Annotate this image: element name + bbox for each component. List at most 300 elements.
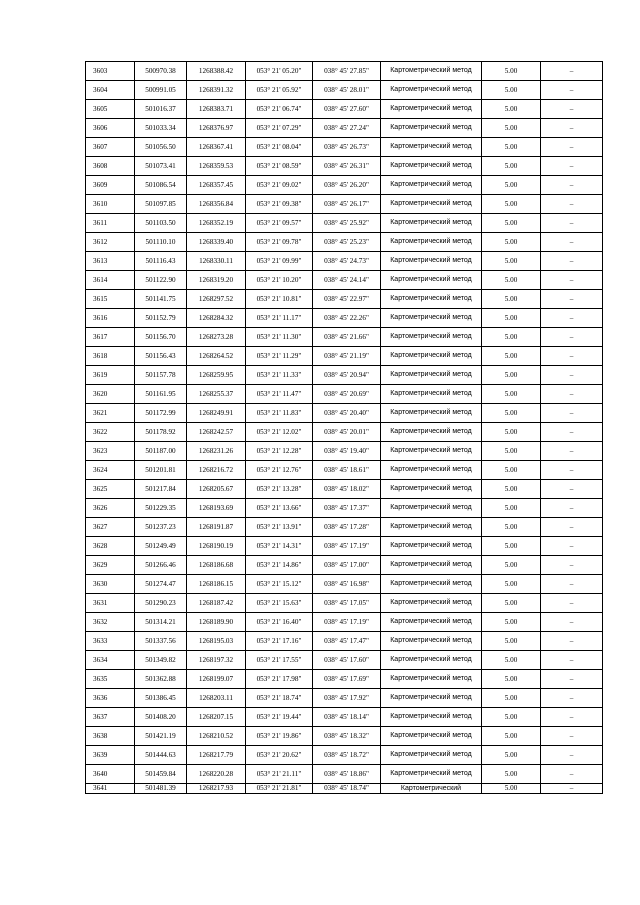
table-row: [86, 385, 603, 404]
table-row: [86, 157, 603, 176]
table-row: [86, 347, 603, 366]
latitude-cell: 053° 21' 18.74": [246, 689, 313, 708]
coordinate-y-cell: 1268359.53: [187, 157, 246, 176]
coordinate-x-cell: 501161.95: [135, 385, 187, 404]
point-number-cell: 3620: [86, 385, 135, 404]
longitude-cell: 038° 45' 18.14": [313, 708, 381, 727]
coordinate-x-cell: 501156.43: [135, 347, 187, 366]
table-row: [86, 461, 603, 480]
method-cell: Картометрический метод: [381, 366, 482, 385]
method-cell: Картометрический метод: [381, 328, 482, 347]
latitude-cell: 053° 21' 14.86": [246, 556, 313, 575]
latitude-cell: 053° 21' 08.59": [246, 157, 313, 176]
latitude-cell: 053° 21' 12.02": [246, 423, 313, 442]
note-cell: –: [541, 347, 603, 366]
longitude-cell: 038° 45' 22.26": [313, 309, 381, 328]
note-cell: –: [541, 309, 603, 328]
table-row: [86, 518, 603, 537]
table-row: [86, 727, 603, 746]
coordinate-y-cell: 1268339.40: [187, 233, 246, 252]
coordinate-y-cell: 1268284.32: [187, 309, 246, 328]
longitude-cell: 038° 45' 20.01": [313, 423, 381, 442]
accuracy-cell: 5.00: [482, 575, 541, 594]
coordinate-y-cell: 1268187.42: [187, 594, 246, 613]
accuracy-cell: 5.00: [482, 119, 541, 138]
table-row: [86, 594, 603, 613]
method-cell: Картометрический метод: [381, 613, 482, 632]
latitude-cell: 053° 21' 11.47": [246, 385, 313, 404]
accuracy-cell: 5.00: [482, 784, 541, 794]
accuracy-cell: 5.00: [482, 765, 541, 784]
longitude-cell: 038° 45' 18.86": [313, 765, 381, 784]
coordinate-y-cell: 1268203.11: [187, 689, 246, 708]
coordinate-x-cell: 501229.35: [135, 499, 187, 518]
latitude-cell: 053° 21' 11.30": [246, 328, 313, 347]
note-cell: –: [541, 632, 603, 651]
table-row: [86, 214, 603, 233]
method-cell: Картометрический метод: [381, 518, 482, 537]
point-number-cell: 3603: [86, 62, 135, 81]
longitude-cell: 038° 45' 26.20": [313, 176, 381, 195]
longitude-cell: 038° 45' 27.85": [313, 62, 381, 81]
longitude-cell: 038° 45' 25.92": [313, 214, 381, 233]
accuracy-cell: 5.00: [482, 632, 541, 651]
accuracy-cell: 5.00: [482, 518, 541, 537]
latitude-cell: 053° 21' 10.20": [246, 271, 313, 290]
latitude-cell: 053° 21' 10.81": [246, 290, 313, 309]
method-cell: Картометрический метод: [381, 271, 482, 290]
method-cell: Картометрический метод: [381, 81, 482, 100]
latitude-cell: 053° 21' 19.86": [246, 727, 313, 746]
accuracy-cell: 5.00: [482, 670, 541, 689]
table-row: [86, 499, 603, 518]
note-cell: –: [541, 233, 603, 252]
method-cell: Картометрический метод: [381, 499, 482, 518]
coordinate-x-cell: 501217.84: [135, 480, 187, 499]
longitude-cell: 038° 45' 27.60": [313, 100, 381, 119]
point-number-cell: 3613: [86, 252, 135, 271]
method-cell: Картометрический метод: [381, 575, 482, 594]
latitude-cell: 053° 21' 09.57": [246, 214, 313, 233]
latitude-cell: 053° 21' 07.29": [246, 119, 313, 138]
coordinate-y-cell: 1268189.90: [187, 613, 246, 632]
latitude-cell: 053° 21' 09.38": [246, 195, 313, 214]
accuracy-cell: 5.00: [482, 461, 541, 480]
point-number-cell: 3639: [86, 746, 135, 765]
note-cell: –: [541, 594, 603, 613]
note-cell: –: [541, 556, 603, 575]
accuracy-cell: 5.00: [482, 442, 541, 461]
note-cell: –: [541, 214, 603, 233]
note-cell: –: [541, 271, 603, 290]
longitude-cell: 038° 45' 18.61": [313, 461, 381, 480]
longitude-cell: 038° 45' 18.72": [313, 746, 381, 765]
longitude-cell: 038° 45' 24.14": [313, 271, 381, 290]
latitude-cell: 053° 21' 21.81": [246, 784, 313, 794]
coordinate-x-cell: 501274.47: [135, 575, 187, 594]
coordinate-x-cell: 501157.78: [135, 366, 187, 385]
table-row: [86, 575, 603, 594]
method-cell: Картометрический метод: [381, 252, 482, 271]
latitude-cell: 053° 21' 11.83": [246, 404, 313, 423]
longitude-cell: 038° 45' 17.37": [313, 499, 381, 518]
accuracy-cell: 5.00: [482, 81, 541, 100]
coordinate-y-cell: 1268186.15: [187, 575, 246, 594]
point-number-cell: 3640: [86, 765, 135, 784]
table-row: [86, 556, 603, 575]
point-number-cell: 3632: [86, 613, 135, 632]
note-cell: –: [541, 708, 603, 727]
method-cell: Картометрический метод: [381, 62, 482, 81]
method-cell: Картометрический метод: [381, 461, 482, 480]
longitude-cell: 038° 45' 18.32": [313, 727, 381, 746]
note-cell: –: [541, 81, 603, 100]
coordinate-x-cell: 501097.85: [135, 195, 187, 214]
coordinate-y-cell: 1268231.26: [187, 442, 246, 461]
longitude-cell: 038° 45' 17.05": [313, 594, 381, 613]
coordinate-y-cell: 1268197.32: [187, 651, 246, 670]
accuracy-cell: 5.00: [482, 404, 541, 423]
accuracy-cell: 5.00: [482, 271, 541, 290]
coordinate-y-cell: 1268210.52: [187, 727, 246, 746]
coordinate-y-cell: 1268190.19: [187, 537, 246, 556]
latitude-cell: 053° 21' 15.12": [246, 575, 313, 594]
point-number-cell: 3618: [86, 347, 135, 366]
accuracy-cell: 5.00: [482, 328, 541, 347]
method-cell: Картометрический метод: [381, 537, 482, 556]
accuracy-cell: 5.00: [482, 537, 541, 556]
point-number-cell: 3612: [86, 233, 135, 252]
coordinate-x-cell: 501172.99: [135, 404, 187, 423]
coordinate-x-cell: 501249.49: [135, 537, 187, 556]
coordinate-y-cell: 1268367.41: [187, 138, 246, 157]
point-number-cell: 3614: [86, 271, 135, 290]
note-cell: –: [541, 290, 603, 309]
table-row: [86, 746, 603, 765]
method-cell: Картометрический метод: [381, 309, 482, 328]
latitude-cell: 053° 21' 13.91": [246, 518, 313, 537]
note-cell: –: [541, 176, 603, 195]
note-cell: –: [541, 499, 603, 518]
point-number-cell: 3629: [86, 556, 135, 575]
point-number-cell: 3611: [86, 214, 135, 233]
longitude-cell: 038° 45' 17.28": [313, 518, 381, 537]
accuracy-cell: 5.00: [482, 290, 541, 309]
point-number-cell: 3610: [86, 195, 135, 214]
table-row: [86, 651, 603, 670]
accuracy-cell: 5.00: [482, 651, 541, 670]
longitude-cell: 038° 45' 22.97": [313, 290, 381, 309]
point-number-cell: 3605: [86, 100, 135, 119]
accuracy-cell: 5.00: [482, 366, 541, 385]
coordinate-y-cell: 1268388.42: [187, 62, 246, 81]
table-row: [86, 765, 603, 784]
method-cell: Картометрический метод: [381, 765, 482, 784]
coordinate-x-cell: 501386.45: [135, 689, 187, 708]
method-cell: Картометрический метод: [381, 480, 482, 499]
coordinate-y-cell: 1268242.57: [187, 423, 246, 442]
coordinate-x-cell: 501314.21: [135, 613, 187, 632]
coordinate-x-cell: 501266.46: [135, 556, 187, 575]
accuracy-cell: 5.00: [482, 176, 541, 195]
table-row: [86, 708, 603, 727]
coordinate-x-cell: 501086.54: [135, 176, 187, 195]
point-number-cell: 3641: [86, 784, 135, 794]
accuracy-cell: 5.00: [482, 62, 541, 81]
accuracy-cell: 5.00: [482, 214, 541, 233]
method-cell: Картометрический метод: [381, 290, 482, 309]
method-cell: Картометрический метод: [381, 556, 482, 575]
accuracy-cell: 5.00: [482, 556, 541, 575]
note-cell: –: [541, 385, 603, 404]
table-row: [86, 309, 603, 328]
longitude-cell: 038° 45' 16.98": [313, 575, 381, 594]
note-cell: –: [541, 575, 603, 594]
table-row: [86, 442, 603, 461]
coordinate-y-cell: 1268191.87: [187, 518, 246, 537]
point-number-cell: 3608: [86, 157, 135, 176]
note-cell: –: [541, 404, 603, 423]
coordinate-y-cell: 1268259.95: [187, 366, 246, 385]
point-number-cell: 3630: [86, 575, 135, 594]
coordinate-y-cell: 1268220.28: [187, 765, 246, 784]
coordinates-table: [85, 61, 603, 794]
coordinate-y-cell: 1268391.32: [187, 81, 246, 100]
coordinate-y-cell: 1268383.71: [187, 100, 246, 119]
note-cell: –: [541, 100, 603, 119]
point-number-cell: 3604: [86, 81, 135, 100]
table-row: [86, 271, 603, 290]
accuracy-cell: 5.00: [482, 708, 541, 727]
coordinate-x-cell: 501178.92: [135, 423, 187, 442]
note-cell: –: [541, 480, 603, 499]
latitude-cell: 053° 21' 05.20": [246, 62, 313, 81]
latitude-cell: 053° 21' 13.28": [246, 480, 313, 499]
method-cell: Картометрический метод: [381, 670, 482, 689]
longitude-cell: 038° 45' 25.23": [313, 233, 381, 252]
note-cell: –: [541, 613, 603, 632]
table-row: [86, 62, 603, 81]
note-cell: –: [541, 784, 603, 794]
longitude-cell: 038° 45' 17.47": [313, 632, 381, 651]
latitude-cell: 053° 21' 11.17": [246, 309, 313, 328]
point-number-cell: 3622: [86, 423, 135, 442]
coordinate-x-cell: 501187.00: [135, 442, 187, 461]
coordinate-x-cell: 501362.88: [135, 670, 187, 689]
note-cell: –: [541, 119, 603, 138]
longitude-cell: 038° 45' 26.73": [313, 138, 381, 157]
longitude-cell: 038° 45' 26.17": [313, 195, 381, 214]
point-number-cell: 3607: [86, 138, 135, 157]
coordinate-x-cell: 500991.05: [135, 81, 187, 100]
coordinate-x-cell: 501033.34: [135, 119, 187, 138]
table-row: [86, 290, 603, 309]
longitude-cell: 038° 45' 19.40": [313, 442, 381, 461]
accuracy-cell: 5.00: [482, 689, 541, 708]
coordinate-x-cell: 501110.10: [135, 233, 187, 252]
table-row: [86, 689, 603, 708]
longitude-cell: 038° 45' 17.19": [313, 613, 381, 632]
coordinate-y-cell: 1268199.07: [187, 670, 246, 689]
point-number-cell: 3624: [86, 461, 135, 480]
coordinate-y-cell: 1268264.52: [187, 347, 246, 366]
accuracy-cell: 5.00: [482, 385, 541, 404]
coordinate-x-cell: 501103.50: [135, 214, 187, 233]
method-cell: Картометрический метод: [381, 214, 482, 233]
method-cell: Картометрический метод: [381, 138, 482, 157]
longitude-cell: 038° 45' 27.24": [313, 119, 381, 138]
coordinate-y-cell: 1268352.19: [187, 214, 246, 233]
method-cell: Картометрический метод: [381, 157, 482, 176]
point-number-cell: 3615: [86, 290, 135, 309]
note-cell: –: [541, 461, 603, 480]
coordinate-y-cell: 1268195.03: [187, 632, 246, 651]
latitude-cell: 053° 21' 09.78": [246, 233, 313, 252]
coordinate-x-cell: 501290.23: [135, 594, 187, 613]
point-number-cell: 3606: [86, 119, 135, 138]
coordinate-x-cell: 500970.38: [135, 62, 187, 81]
coordinates-table-body: [86, 62, 603, 794]
coordinate-x-cell: 501337.56: [135, 632, 187, 651]
coordinate-y-cell: 1268356.84: [187, 195, 246, 214]
method-cell: Картометрический метод: [381, 746, 482, 765]
coordinate-x-cell: 501444.63: [135, 746, 187, 765]
point-number-cell: 3633: [86, 632, 135, 651]
table-row: [86, 423, 603, 442]
method-cell: Картометрический метод: [381, 423, 482, 442]
latitude-cell: 053° 21' 17.98": [246, 670, 313, 689]
point-number-cell: 3627: [86, 518, 135, 537]
longitude-cell: 038° 45' 28.01": [313, 81, 381, 100]
coordinate-y-cell: 1268255.37: [187, 385, 246, 404]
accuracy-cell: 5.00: [482, 309, 541, 328]
table-row: [86, 632, 603, 651]
table-row: [86, 537, 603, 556]
coordinate-y-cell: 1268297.52: [187, 290, 246, 309]
note-cell: –: [541, 689, 603, 708]
table-row: [86, 233, 603, 252]
method-cell: Картометрический метод: [381, 100, 482, 119]
method-cell: Картометрический метод: [381, 404, 482, 423]
table-row: [86, 176, 603, 195]
note-cell: –: [541, 442, 603, 461]
method-cell: Картометрический метод: [381, 689, 482, 708]
latitude-cell: 053° 21' 16.40": [246, 613, 313, 632]
coordinate-x-cell: 501481.39: [135, 784, 187, 794]
table-row: [86, 404, 603, 423]
latitude-cell: 053° 21' 09.99": [246, 252, 313, 271]
latitude-cell: 053° 21' 08.04": [246, 138, 313, 157]
point-number-cell: 3623: [86, 442, 135, 461]
accuracy-cell: 5.00: [482, 480, 541, 499]
method-cell: Картометрический метод: [381, 651, 482, 670]
method-cell: Картометрический метод: [381, 594, 482, 613]
note-cell: –: [541, 328, 603, 347]
note-cell: –: [541, 138, 603, 157]
coordinate-x-cell: 501349.82: [135, 651, 187, 670]
point-number-cell: 3628: [86, 537, 135, 556]
longitude-cell: 038° 45' 17.00": [313, 556, 381, 575]
accuracy-cell: 5.00: [482, 157, 541, 176]
note-cell: –: [541, 366, 603, 385]
latitude-cell: 053° 21' 06.74": [246, 100, 313, 119]
note-cell: –: [541, 537, 603, 556]
longitude-cell: 038° 45' 20.69": [313, 385, 381, 404]
table-row: [86, 366, 603, 385]
coordinate-x-cell: 501116.43: [135, 252, 187, 271]
coordinate-x-cell: 501156.70: [135, 328, 187, 347]
accuracy-cell: 5.00: [482, 252, 541, 271]
coordinate-x-cell: 501408.20: [135, 708, 187, 727]
coordinate-y-cell: 1268273.28: [187, 328, 246, 347]
accuracy-cell: 5.00: [482, 613, 541, 632]
table-row: [86, 328, 603, 347]
accuracy-cell: 5.00: [482, 746, 541, 765]
coordinate-x-cell: 501421.19: [135, 727, 187, 746]
coordinate-x-cell: 501201.81: [135, 461, 187, 480]
coordinate-x-cell: 501152.79: [135, 309, 187, 328]
method-cell: Картометрический метод: [381, 727, 482, 746]
coordinate-x-cell: 501016.37: [135, 100, 187, 119]
longitude-cell: 038° 45' 24.73": [313, 252, 381, 271]
accuracy-cell: 5.00: [482, 727, 541, 746]
coordinate-x-cell: 501073.41: [135, 157, 187, 176]
longitude-cell: 038° 45' 21.19": [313, 347, 381, 366]
accuracy-cell: 5.00: [482, 138, 541, 157]
coordinate-y-cell: 1268319.20: [187, 271, 246, 290]
method-cell: Картометрический метод: [381, 233, 482, 252]
coordinate-x-cell: 501122.90: [135, 271, 187, 290]
accuracy-cell: 5.00: [482, 347, 541, 366]
longitude-cell: 038° 45' 20.40": [313, 404, 381, 423]
point-number-cell: 3609: [86, 176, 135, 195]
coordinate-x-cell: 501237.23: [135, 518, 187, 537]
coordinate-y-cell: 1268357.45: [187, 176, 246, 195]
latitude-cell: 053° 21' 09.02": [246, 176, 313, 195]
latitude-cell: 053° 21' 13.66": [246, 499, 313, 518]
note-cell: –: [541, 765, 603, 784]
longitude-cell: 038° 45' 17.92": [313, 689, 381, 708]
note-cell: –: [541, 423, 603, 442]
note-cell: –: [541, 518, 603, 537]
longitude-cell: 038° 45' 17.69": [313, 670, 381, 689]
point-number-cell: 3631: [86, 594, 135, 613]
method-cell: Картометрический метод: [381, 708, 482, 727]
longitude-cell: 038° 45' 20.94": [313, 366, 381, 385]
accuracy-cell: 5.00: [482, 100, 541, 119]
latitude-cell: 053° 21' 12.76": [246, 461, 313, 480]
table-row: [86, 613, 603, 632]
longitude-cell: 038° 45' 17.60": [313, 651, 381, 670]
latitude-cell: 053° 21' 11.33": [246, 366, 313, 385]
point-number-cell: 3635: [86, 670, 135, 689]
note-cell: –: [541, 651, 603, 670]
method-cell: Картометрический метод: [381, 195, 482, 214]
coordinate-y-cell: 1268217.79: [187, 746, 246, 765]
latitude-cell: 053° 21' 14.31": [246, 537, 313, 556]
longitude-cell: 038° 45' 17.19": [313, 537, 381, 556]
table-row: [86, 195, 603, 214]
table-row: [86, 119, 603, 138]
method-cell: Картометрический метод: [381, 385, 482, 404]
accuracy-cell: 5.00: [482, 423, 541, 442]
coordinate-y-cell: 1268330.11: [187, 252, 246, 271]
note-cell: –: [541, 195, 603, 214]
latitude-cell: 053° 21' 21.11": [246, 765, 313, 784]
method-cell: Картометрический метод: [381, 442, 482, 461]
point-number-cell: 3616: [86, 309, 135, 328]
note-cell: –: [541, 157, 603, 176]
